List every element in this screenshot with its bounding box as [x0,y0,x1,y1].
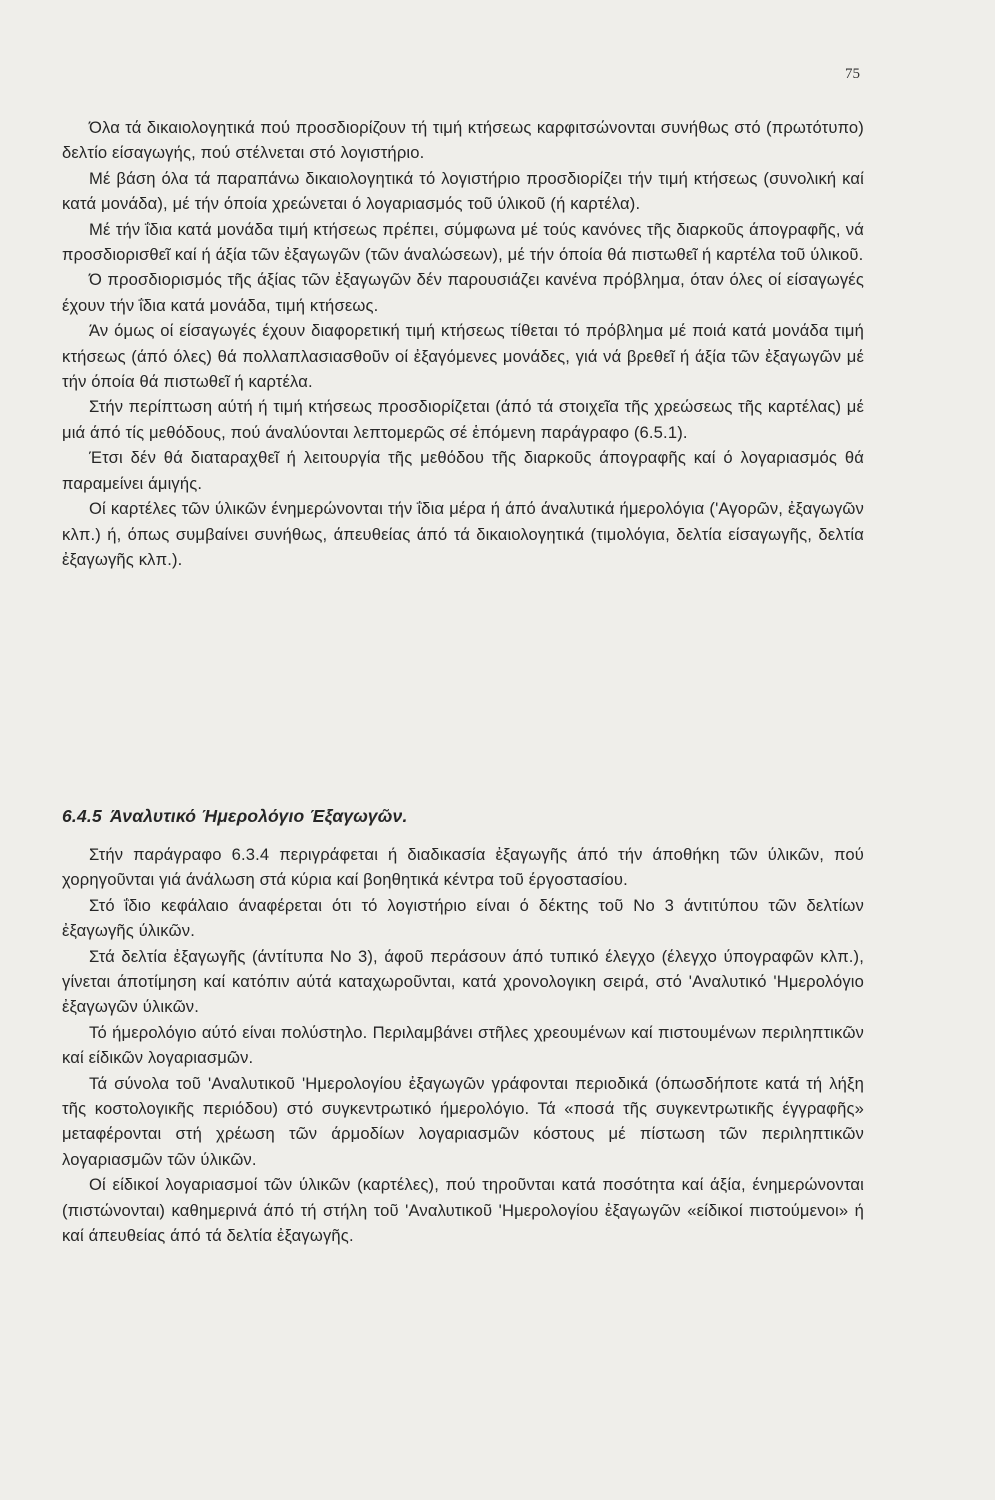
paragraph: Στό ΐδιο κεφάλαιο άναφέρεται ότι τό λογιστήριο είναι ό δέκτης τοῦ Νο 3 άντιτύπου τῶν δελτίων ἐξαγωγῆς ύλικῶν. [62,895,864,941]
section-number: 6.4.5 [62,806,102,826]
paragraph: Τό ήμερολόγιο αύτό είναι πολύστηλο. Περιλαμβάνει στῆλες χρεουμένων καί πιστουμένων περιληπτικῶν καί είδικῶν λογαριασμῶν. [62,1022,864,1068]
paragraph: Στά δελτία ἐξαγωγῆς (άντίτυπα Νο 3), άφοῦ περάσουν άπό τυπικό έλεγχο (έλεγχο ύπογραφῶν κλπ.), γίνεται άποτίμηση καί κατόπιν αύτά καταχωροῦνται, κατά χρονολογικη σειρά, στό 'Αναλυτικό 'Ημερολόγιο ἐξαγωγῶν ύλικῶν. [62,946,864,1017]
paragraph: Μέ βάση όλα τά παραπάνω δικαιολογητικά τό λογιστήριο προσδιορίζει τήν τιμή κτήσεως (συνολική καί κατά μονάδα), μέ τήν όποία χρεώνεται ό λογαριασμός τοῦ ύλικοῦ (ή καρτέλα). [62,168,864,214]
paragraph: Στήν παράγραφο 6.3.4 περιγράφεται ή διαδικασία ἐξαγωγῆς άπό τήν άποθήκη τῶν ύλικῶν, πού χορηγοῦνται γιά άνάλωση στά κύρια καί βοηθητικά κέντρα τοῦ έργοστασίου. [62,845,864,890]
section-heading [62,804,864,829]
paragraph: Τά σύνολα τοῦ 'Αναλυτικοῦ 'Ημερολογίου ἐξαγωγῶν γράφονται περιοδικά (όπωσδήποτε κατά τή λήξη τῆς κοστολογικῆς περιόδου) στό συγκεντρωτικό ήμερολόγιο. Τά «ποσά τῆς συγκεντρωτικῆς έγγραφῆς» μεταφέρονται στή χρέωση τῶν άρμοδίων λογαριασμῶν κόστους μέ πίστωση τῶν περιληπτικῶν λογαριασμῶν τῶν ύλικῶν. [62,1073,864,1169]
paragraph: Ό προσδιορισμός τῆς άξίας τῶν ἐξαγωγῶν δέν παρουσιάζει κανένα πρόβλημα, όταν όλες οί είσαγωγές έχουν τήν ΐδια κατά μονάδα, τιμή κτήσεως. [62,270,864,315]
paragraph: Μέ τήν ΐδια κατά μονάδα τιμή κτήσεως πρέπει, σύμφωνα μέ τούς κανόνες τῆς διαρκοῦς άπογραφῆς, νά προσδιορισθεῖ καί ή άξία τῶν ἐξαγωγῶν (τῶν άναλώσεων), μέ τήν όποία θά πιστωθεῖ ή καρτέλα τοῦ ύλικοῦ. [62,219,864,265]
paragraph: Οί καρτέλες τῶν ύλικῶν ένημερώνονται τήν ΐδια μέρα ή άπό άναλυτικά ήμερολόγια ('Αγορῶν, ἐξαγωγῶν κλπ.) ή, όπως συμβαίνει συνήθως, άπευθείας άπό τά δικαιολογητικά (τιμολόγια, δελτία είσαγωγῆς, δελτία ἐξαγωγῆς κλπ.). [62,499,864,569]
body-text-section-2 [62,842,864,1249]
section-title: Άναλυτικό Ήμερολόγιο Έξαγωγῶν. [109,806,408,826]
body-text-section-1 [62,115,864,572]
paragraph: Οί είδικοί λογαριασμοί τῶν ύλικῶν (καρτέλες), πού τηροῦνται κατά ποσότητα καί άξία, ένημερώνονται (πιστώνονται) καθημερινά άπό τή στήλη τοῦ 'Αναλυτικοῦ 'Ημερολογίου ἐξαγωγῶν «είδικοί πιστούμενοι» ή καί άπευθείας άπό τά δελτία ἐξαγωγῆς. [62,1175,864,1246]
paragraph: Στήν περίπτωση αύτή ή τιμή κτήσεως προσδιορίζεται (άπό τά στοιχεῖα τῆς χρεώσεως τῆς καρτέλας) μέ μιά άπό τίς μεθόδους, πού άναλύονται λεπτομερῶς σέ ἑπόμενη παράγραφο (6.5.1). [62,397,864,442]
paragraph: Άν όμως οί είσαγωγές έχουν διαφορετική τιμή κτήσεως τίθεται τό πρόβλημα μέ ποιά κατά μονάδα τιμή κτήσεως (άπό όλες) θά πολλαπλασιασθοῦν οί ἐξαγόμενες μονάδες, γιά νά βρεθεῖ ή άξία τῶν ἐξαγωγῶν μέ τήν όποία θά πιστωθεῖ ή καρτέλα. [62,321,864,392]
paragraph: Όλα τά δικαιολογητικά πού προσδιορίζουν τή τιμή κτήσεως καρφιτσώνονται συνήθως στό (πρωτότυπο) δελτίο είσαγωγής, πού στέλνεται στό λογιστήριο. [62,118,864,163]
page-number: 75 [845,66,860,82]
paragraph: Έτσι δέν θά διαταραχθεῖ ή λειτουργία τῆς μεθόδου τῆς διαρκοῦς άπογραφῆς καί ό λογαριασμός θά παραμείνει άμιγής. [62,448,864,493]
